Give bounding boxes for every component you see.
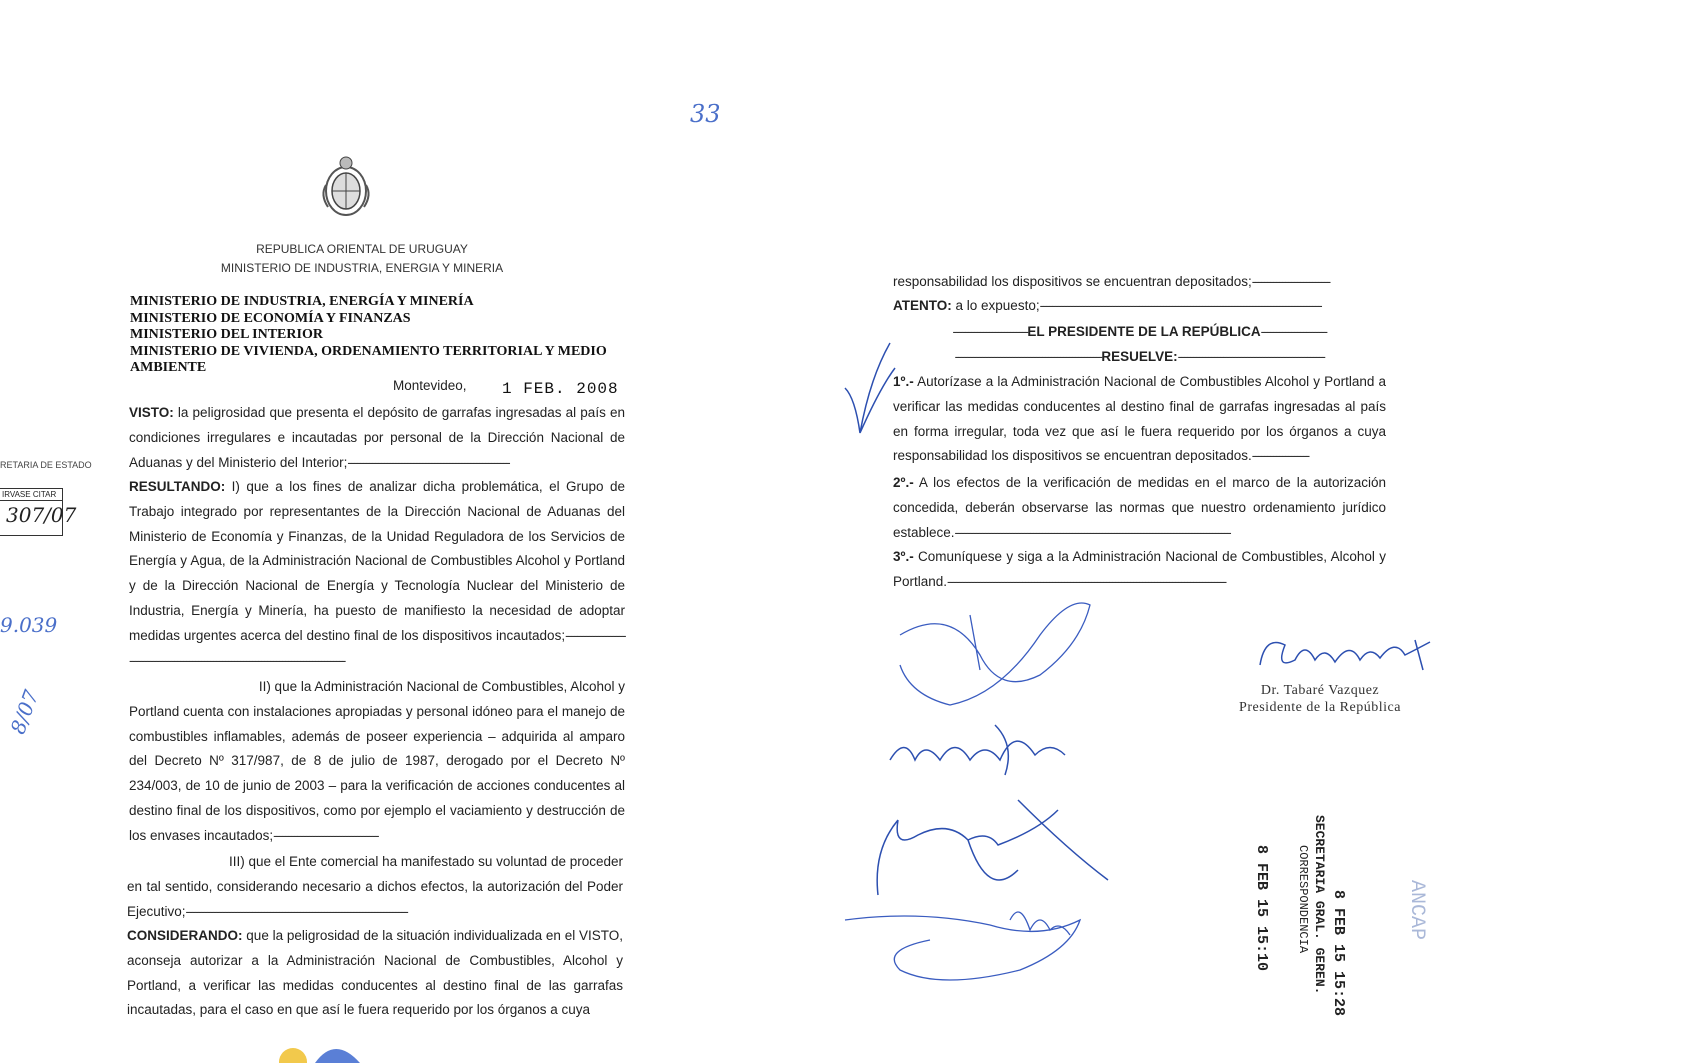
- secretaria-stamp-line2: CORRESPONDENCIA: [1296, 845, 1310, 954]
- presidente-line: -------------------------EL PRESIDENTE DE LA REPÚBLICA----------------------: [952, 324, 1327, 339]
- article-1-label: 1º.-: [893, 374, 914, 389]
- minister-signature-3: [868, 790, 1118, 905]
- atento-line: ATENTO: a lo expuesto;----------------------------------------------------------------------------------------------: [893, 298, 1322, 313]
- visto-label: VISTO:: [129, 405, 174, 420]
- article-1-text: Autorízase a la Administración Nacional de Combustibles Alcohol y Portland a verificar las medidas conducentes al destino final de garrafas ingresadas al país en forma irregular, toda vez que así le fuera requerido por los órganos a cuya responsabilidad los dispositivos se encuentran depositados.: [893, 374, 1386, 464]
- atento-label: ATENTO:: [893, 298, 952, 313]
- secretaria-stamp-date: 8 FEB 15 15:28: [1330, 890, 1347, 1017]
- resultando-1-paragraph: RESULTANDO: I) que a los fines de analizar dicha problemática, el Grupo de Trabajo integrado por representantes de la Dirección Nacional de Aduanas del Ministerio de Economía y Finanzas, de la Unidad Reguladora de los Servicios de Energía y Agua, de la Administración Nacional de Combustibles Alcohol y Portland y de la Dirección Nacional de Energía y Tecnología Nuclear del Ministerio de Industria, Energía y Minería, ha puesto de manifiesto la necesidad de adoptar medidas urgentes acerca del destino final de los dispositivos incautados;--------------------------------------------------------------------------------------------: [129, 479, 625, 668]
- article-2-label: 2º.-: [893, 475, 914, 490]
- resuelve-heading: RESUELVE:: [1101, 349, 1178, 364]
- resultando-1-text: I) que a los fines de analizar dicha problemática, el Grupo de Trabajo integrado por representantes de la Dirección Nacional de Aduanas del Ministerio de Economía y Finanzas, de la Unidad Reguladora de los Servicios de Energía y Agua, de la Administración Nacional de Combustibles Alcohol y Portland y de la Dirección Nacional de Energía y Tecnología Nuclear del Ministerio de Industria, Energía y Minería, ha puesto de manifiesto la necesidad de adoptar medidas urgentes acerca del destino final de los dispositivos incautados;: [129, 479, 625, 643]
- resultando-3-text: en tal sentido, considerando necesario a dichos efectos, la autorización del Poder Ejecutivo;: [127, 878, 623, 919]
- minister-signature-2: [885, 715, 1075, 785]
- margin-ref-number: 307/07: [6, 503, 77, 527]
- president-name: Dr. Tabaré Vazquez: [1260, 683, 1380, 698]
- resultando-2-lead: II) que la Administración Nacional de Combustibles, Alcohol y: [258, 679, 625, 694]
- resuelve-line: -------------------------------------------------RESUELVE:-------------------------------------------------: [954, 349, 1325, 364]
- article-3: 3º.- Comuníquese y siga a la Administración Nacional de Combustibles, Alcohol y Portland.---------------------------------------------------------------------------------------------: [893, 549, 1386, 589]
- received-stamp: 8 FEB 15 15:10: [1253, 845, 1270, 972]
- minister-signature-1: [890, 595, 1110, 715]
- considerando-text: que la peligrosidad de la situación individualizada en el VISTO, aconseja autorizar a la Administración Nacional de Combustibles, Alcohol y Portland, a verificar las medidas conducentes al destino final de las garrafas incautadas, para el caso en que así le fuera requerido por los órganos a cuya: [127, 928, 623, 1018]
- ministry-line: MINISTERIO DE ECONOMÍA Y FINANZAS: [130, 310, 411, 326]
- ministry-line: AMBIENTE: [130, 360, 207, 375]
- header-ministry: MINISTERIO DE INDUSTRIA, ENERGIA Y MINERIA: [220, 261, 504, 275]
- place-label: Montevideo,: [393, 378, 467, 393]
- visto-paragraph: VISTO: la peligrosidad que presenta el depósito de garrafas ingresadas al país en condiciones irregulares e incautadas por personal de la Dirección Nacional de Aduanas y del Ministerio del Interior;------------------------------------------------------: [129, 405, 625, 470]
- secretaria-stamp-line1: SECRETARIA GRAL. GEREN.: [1312, 815, 1327, 995]
- resultando-2-paragraph: II) que la Administración Nacional de Combustibles, Alcohol y Portland cuenta con instalaciones apropiadas y personal idóneo para el manejo de combustibles inflamables, además de poseer experiencia – adquirida al amparo del Decreto Nº 317/987, de 8 de julio de 1987, derogado por el Decreto Nº 234/003, de 10 de junio de 2003 – para la verificación de acciones conducentes al destino final de los dispositivos, como por ejemplo el vaciamiento y destrucción de los envases incautados;-----------------------------------: [129, 675, 625, 849]
- article-3-label: 3º.-: [893, 549, 914, 564]
- resultando-label: RESULTANDO:: [129, 479, 226, 494]
- header-country: REPUBLICA ORIENTAL DE URUGUAY: [256, 242, 468, 256]
- faded-stamp: ANCAP: [1405, 880, 1428, 941]
- president-signature-block: [1205, 682, 1435, 716]
- considerando-label: CONSIDERANDO:: [127, 928, 243, 943]
- considerando-paragraph: [127, 924, 623, 1023]
- date-stamp: 1 FEB. 2008: [502, 380, 619, 398]
- article-2: 2º.- A los efectos de la verificación de medidas en el marco de la autorización concedida, deberán observarse las normas que nuestro ordenamiento jurídico establece.--------------------------------------------------------------------------------------------: [893, 475, 1386, 540]
- margin-check-mark: [840, 338, 900, 438]
- margin-sirvase-citar: IRVASE CITAR: [0, 489, 62, 501]
- president-title: Presidente de la República: [1239, 700, 1401, 715]
- resultando-2-text: Portland cuenta con instalaciones apropiadas y personal idóneo para el manejo de combustibles inflamables, además de poseer experiencia – adquirida al amparo del Decreto Nº 317/987, de 8 de julio de 1987, derogado por el Decreto Nº 234/003, de 10 de junio de 2003 – para la verificación de acciones conducentes al destino final de los dispositivos, como por ejemplo el vaciamiento y destrucción de los envases incautados;: [129, 703, 625, 843]
- presidente-heading: EL PRESIDENTE DE LA REPÚBLICA: [1027, 324, 1261, 339]
- ministries-list: [130, 294, 630, 377]
- folio-number: 33: [690, 100, 721, 128]
- ministry-line: MINISTERIO DE VIVIENDA, ORDENAMIENTO TERRITORIAL Y MEDIO: [130, 343, 607, 359]
- continuation-text: responsabilidad los dispositivos se encuentran depositados;: [893, 274, 1252, 289]
- president-signature: [1255, 630, 1435, 680]
- coat-of-arms-seal: [318, 155, 374, 219]
- visto-text: la peligrosidad que presenta el depósito de garrafas ingresadas al país en condiciones irregulares e incautadas por personal de la Dirección Nacional de Aduanas y del Ministerio del Interior;: [129, 405, 625, 470]
- article-3-text: Comuníquese y siga a la Administración Nacional de Combustibles, Alcohol y Portland.: [893, 549, 1386, 589]
- ministry-line: MINISTERIO DEL INTERIOR: [130, 327, 323, 342]
- atento-text: a lo expuesto;: [955, 298, 1040, 313]
- article-1: 1º.- Autorízase a la Administración Nacional de Combustibles Alcohol y Portland a verificar las medidas conducentes al destino final de garrafas ingresadas al país en forma irregular, toda vez que así le fuera requerido por los órganos a cuya responsabilidad los dispositivos se encuentran depositados.-------------------: [893, 374, 1386, 464]
- margin-ref-box: [0, 488, 77, 536]
- resultando-3-paragraph: III) que el Ente comercial ha manifestado su voluntad de proceder en tal sentido, considerando necesario a dichos efectos, la autorización del Poder Ejecutivo;--------------------------------------------------------------------------: [127, 850, 623, 924]
- margin-note-1: 9.039: [0, 613, 58, 637]
- ministry-line: MINISTERIO DE INDUSTRIA, ENERGÍA Y MINERÍA: [130, 294, 474, 309]
- minister-signature-4: [840, 890, 1100, 990]
- article-2-text: A los efectos de la verificación de medidas en el marco de la autorización concedida, deberán observarse las normas que nuestro ordenamiento jurídico establece.: [893, 475, 1386, 540]
- continuation-line: responsabilidad los dispositivos se encuentran depositados;--------------------------: [893, 274, 1330, 289]
- resultando-3-lead: III) que el Ente comercial ha manifestado su voluntad de proceder: [229, 854, 623, 869]
- margin-note-2: 8/07: [5, 686, 44, 738]
- margin-secretaria: RETARIA DE ESTADO: [0, 460, 92, 470]
- footer-logo: [275, 1040, 375, 1063]
